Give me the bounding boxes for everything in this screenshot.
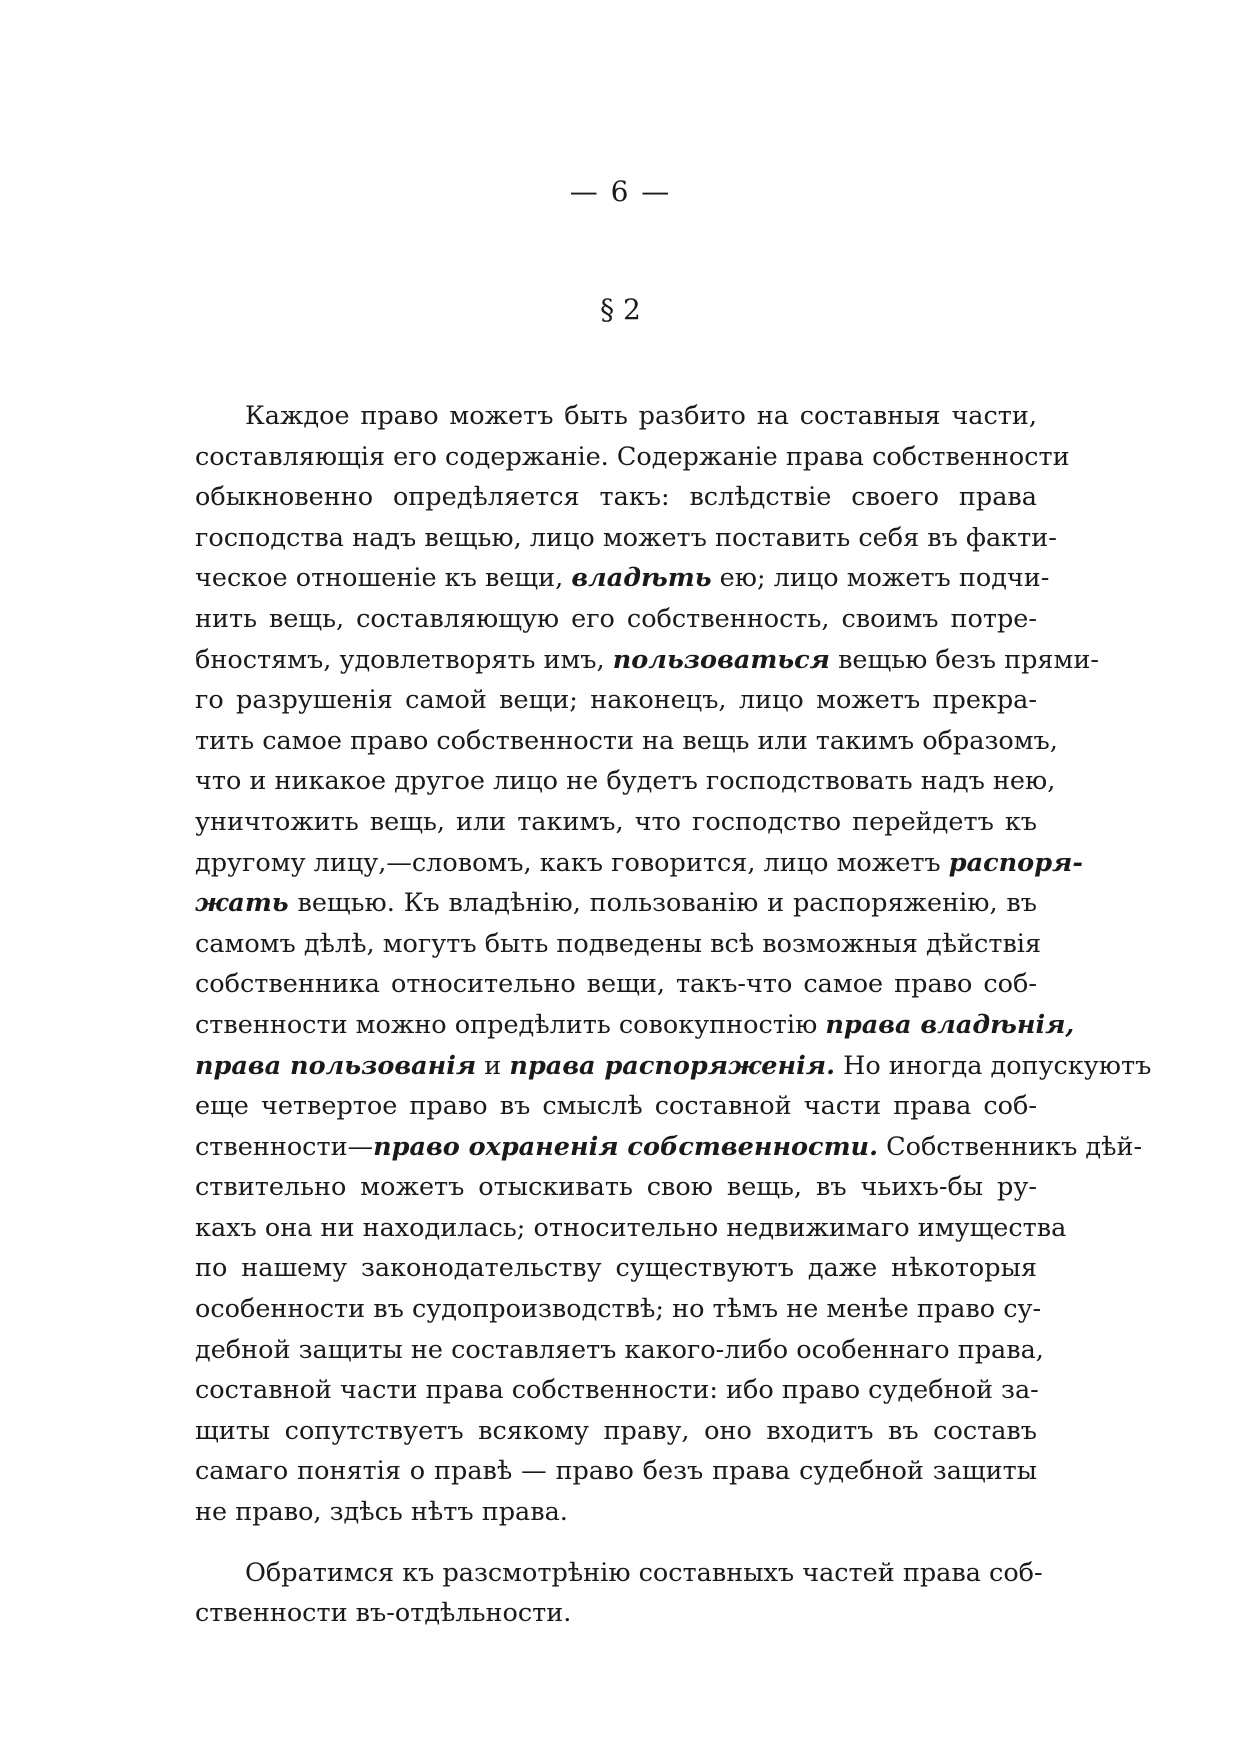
text-segment: по нашему законодательству существуютъ даже нѣкоторыя [195,1253,1037,1284]
text-segment: ею; лицо можетъ подчи- [711,563,1050,594]
text-segment: Каждое право можетъ быть разбито на составныя части, [245,401,1037,431]
text-segment: кахъ она ни находилась; относительно недвижимаго имущества [195,1212,1067,1243]
text-segment: Но иногда допускуютъ [834,1050,1152,1081]
text-line [195,640,1099,681]
emphasized-text: владѣть [571,563,712,594]
text-line [195,964,1037,1005]
text-segment: ственности можно опредѣлить совокупностію [195,1009,826,1040]
paragraph [195,396,1152,1533]
text-line [195,558,1050,599]
text-segment: вещью. Къ владѣнію, пользованію и распоряженію, въ [288,888,1037,919]
emphasized-text: права распоряженія. [509,1050,835,1081]
text-line [195,1553,1043,1594]
text-line [195,680,1037,721]
text-segment: ствительно можетъ отыскивать свою вещь, въ чьихъ-бы ру- [195,1172,1037,1203]
section-heading: § 2 [600,293,641,326]
text-line [195,1046,1152,1087]
text-line [195,721,1058,762]
emphasized-text: право охраненія собственности. [373,1131,878,1162]
text-line [195,802,1037,843]
text-segment: нить вещь, составляющую его собственность, своимъ потре- [195,603,1037,634]
text-segment: дебной защиты не составляетъ какого-либо особеннаго права, [195,1334,1044,1365]
text-segment: еще четвертое право въ смыслѣ составной части права соб- [195,1091,1037,1122]
text-segment: уничтожить вещь, или такимъ, что господство перейдетъ къ [195,806,1037,837]
text-segment: составной части права собственности: ибо право судебной за- [195,1375,1039,1406]
text-line [195,1411,1037,1452]
emphasized-text: права пользованія [195,1050,477,1081]
text-line [195,1127,1143,1168]
text-line [195,1492,1037,1533]
text-segment: что и никакое другое лицо не будетъ господствовать надъ нею, [195,766,1056,797]
text-segment: составляющія его содержаніе. Содержаніе права собственности [195,441,1070,472]
text-line [195,1208,1067,1249]
text-segment: Собственникъ дѣй- [877,1131,1143,1162]
text-segment: щиты сопутствуетъ всякому праву, оно входитъ въ составъ [195,1415,1037,1446]
text-segment: бностямъ, удовлетворять имъ, [195,644,613,675]
text-segment: ческое отношеніе къ вещи, [195,563,572,594]
text-line [195,1086,1037,1127]
text-segment: особенности въ судопроизводствѣ; но тѣмъ не менѣе право су- [195,1294,1042,1325]
text-segment: ственности— [195,1131,374,1162]
paragraph [195,1553,1043,1634]
text-line [195,1593,1037,1634]
text-line [195,1289,1042,1330]
text-line [195,437,1070,478]
text-line [195,1248,1037,1289]
text-segment: господства надъ вещью, лицо можетъ поставить себя въ факти- [195,522,1057,553]
text-segment: собственника относительно вещи, такъ-что самое право соб- [195,969,1037,1000]
text-line [195,1167,1037,1208]
text-segment: го разрушенія самой вещи; наконецъ, лицо можетъ прекра- [195,685,1037,716]
text-line [195,1005,1075,1046]
emphasized-text: пользоваться [612,644,830,675]
text-line [195,1370,1037,1411]
text-line [195,477,1037,518]
emphasized-text: распоря- [948,847,1083,878]
emphasized-text: жать [195,888,289,919]
text-segment: вещью безъ прями- [829,644,1099,675]
body-text [195,396,1152,1634]
paragraph-gap [195,1533,1037,1553]
text-line [195,924,1042,965]
text-line [195,396,1037,437]
text-line [195,883,1037,924]
text-segment: и [476,1050,510,1081]
text-line [195,599,1037,640]
text-segment: тить самое право собственности на вещь или такимъ образомъ, [195,725,1058,756]
text-line [195,518,1057,559]
text-segment: другому лицу,—словомъ, какъ говорится, лицо можетъ [195,847,949,878]
text-line [195,1451,1037,1492]
text-segment: ственности въ-отдѣльности. [195,1598,572,1629]
text-line [195,1330,1044,1371]
emphasized-text: права владѣнія, [825,1009,1075,1040]
text-segment: Обратимся къ разсмотрѣнію составныхъ частей права соб- [245,1557,1043,1588]
text-segment: обыкновенно опредѣляется такъ: вслѣдствіе своего права [195,482,1037,513]
text-line [195,761,1056,802]
text-segment: самаго понятія о правѣ — право безъ права судебной защиты [195,1456,1037,1487]
text-segment: не право, здѣсь нѣтъ права. [195,1497,568,1528]
page-number: — 6 — [569,175,672,208]
text-line [195,843,1083,884]
text-segment: самомъ дѣлѣ, могутъ быть подведены всѣ возможныя дѣйствія [195,928,1042,959]
